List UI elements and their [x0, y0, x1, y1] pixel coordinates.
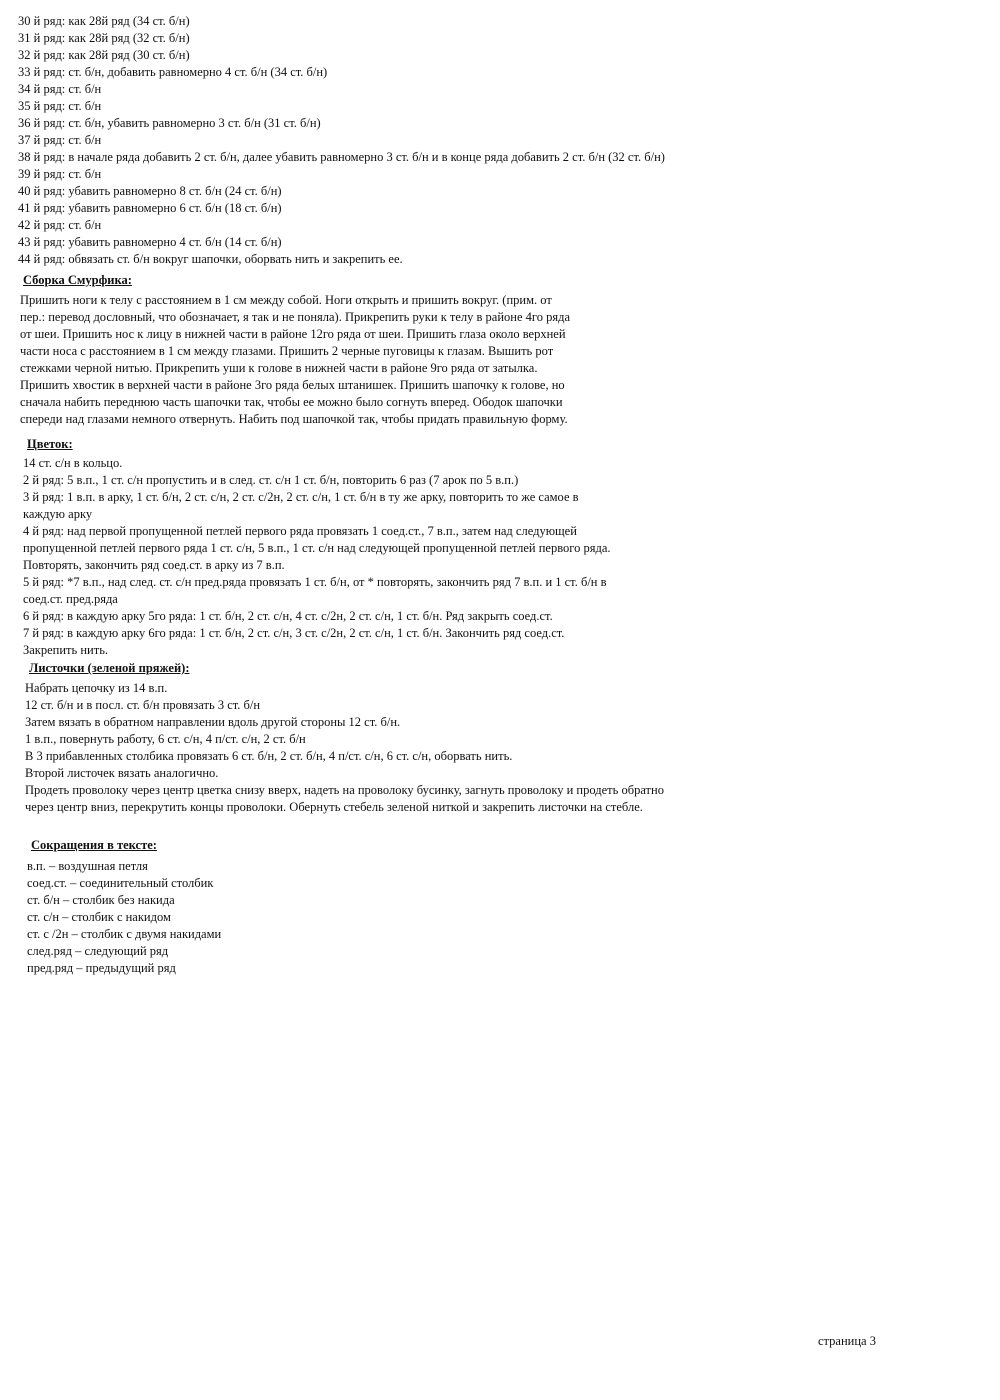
flower-line: 3 й ряд: 1 в.п. в арку, 1 ст. б/н, 2 ст. с/н, 2 ст. с/2н, 2 ст. с/н, 1 ст. б/н в ту же арку, повторить то же самое в [23, 490, 579, 504]
row-line: 41 й ряд: убавить равномерно 6 ст. б/н (18 ст. б/н) [18, 201, 282, 215]
flower-line: пропущенной петлей первого ряда 1 ст. с/н, 5 в.п., 1 ст. с/н над следующей пропущенной петлей первого ряда. [23, 541, 611, 555]
flower-line: 6 й ряд: в каждую арку 5го ряда: 1 ст. б/н, 2 ст. с/н, 4 ст. с/2н, 2 ст. с/н, 1 ст. б/н. Ряд закрыть соед.ст. [23, 609, 553, 623]
page-number: страница 3 [818, 1334, 876, 1348]
assembly-line: спереди над глазами немного отвернуть. Набить под шапочкой так, чтобы придать правильную форму. [20, 412, 568, 426]
row-line: 31 й ряд: как 28й ряд (32 ст. б/н) [18, 31, 190, 45]
flower-line: Повторять, закончить ряд соед.ст. в арку из 7 в.п. [23, 558, 285, 572]
leaves-line: Второй листочек вязать аналогично. [25, 766, 219, 780]
abbreviations-text [27, 858, 221, 977]
assembly-heading: Сборка Смурфика: [23, 273, 132, 287]
row-line: 43 й ряд: убавить равномерно 4 ст. б/н (14 ст. б/н) [18, 235, 282, 249]
row-line: 39 й ряд: ст. б/н [18, 167, 102, 181]
leaves-line: Продеть проволоку через центр цветка снизу вверх, надеть на проволоку бусинку, загнуть проволоку и продеть обратно [25, 783, 664, 797]
leaves-text [25, 680, 664, 816]
row-line: 33 й ряд: ст. б/н, добавить равномерно 4 ст. б/н (34 ст. б/н) [18, 65, 328, 79]
leaves-heading: Листочки (зеленой пряжей): [29, 661, 190, 675]
row-line: 34 й ряд: ст. б/н [18, 82, 102, 96]
flower-line: 2 й ряд: 5 в.п., 1 ст. с/н пропустить и в след. ст. с/н 1 ст. б/н, повторить 6 раз (7 арок по 5 в.п.) [23, 473, 519, 487]
leaves-line: Набрать цепочку из 14 в.п. [25, 681, 168, 695]
assembly-line: пер.: перевод дословный, что обозначает, я так и не поняла). Прикрепить руки к телу в районе 4го ряда [20, 310, 570, 324]
rows-block [18, 13, 665, 268]
assembly-line: стежками черной нитью. Прикрепить уши к голове в нижней части в районе 9го ряда от затылка. [20, 361, 538, 375]
assembly-line: Пришить хвостик в верхней части в районе 3го ряда белых штанишек. Пришить шапочку к голове, но [20, 378, 565, 392]
abbreviation-line: ст. с/н – столбик с накидом [27, 910, 171, 924]
assembly-line: Пришить ноги к телу с расстоянием в 1 см между собой. Ноги открыть и пришить вокруг. (прим. от [20, 293, 552, 307]
row-line: 30 й ряд: как 28й ряд (34 ст. б/н) [18, 14, 190, 28]
leaves-line: В 3 прибавленных столбика провязать 6 ст. б/н, 2 ст. б/н, 4 п/ст. с/н, 6 ст. с/н, оборвать нить. [25, 749, 513, 763]
row-line: 36 й ряд: ст. б/н, убавить равномерно 3 ст. б/н (31 ст. б/н) [18, 116, 321, 130]
abbreviation-line: пред.ряд – предыдущий ряд [27, 961, 176, 975]
abbreviation-line: ст. с /2н – столбик с двумя накидами [27, 927, 222, 941]
abbreviations-heading: Сокращения в тексте: [31, 838, 157, 852]
leaves-line: 1 в.п., повернуть работу, 6 ст. с/н, 4 п/ст. с/н, 2 ст. б/н [25, 732, 306, 746]
abbreviation-line: ст. б/н – столбик без накида [27, 893, 175, 907]
assembly-line: сначала набить переднюю часть шапочки так, чтобы ее можно было согнуть вперед. Ободок шапочки [20, 395, 563, 409]
flower-line: соед.ст. пред.ряда [23, 592, 118, 606]
flower-line: Закрепить нить. [23, 643, 109, 657]
row-line: 37 й ряд: ст. б/н [18, 133, 102, 147]
leaves-line: через центр вниз, перекрутить концы проволоки. Обернуть стебель зеленой ниткой и закрепить листочки на стебле. [25, 800, 643, 814]
flower-line: каждую арку [23, 507, 93, 521]
abbreviation-line: соед.ст. – соединительный столбик [27, 876, 214, 890]
row-line: 32 й ряд: как 28й ряд (30 ст. б/н) [18, 48, 190, 62]
flower-line: 7 й ряд: в каждую арку 6го ряда: 1 ст. б/н, 2 ст. с/н, 3 ст. с/2н, 2 ст. с/н, 1 ст. б/н. Закончить ряд соед.ст. [23, 626, 565, 640]
row-line: 35 й ряд: ст. б/н [18, 99, 102, 113]
assembly-line: части носа с расстоянием в 1 см между глазами. Пришить 2 черные пуговицы к глазам. Вышить рот [20, 344, 554, 358]
row-line: 40 й ряд: убавить равномерно 8 ст. б/н (24 ст. б/н) [18, 184, 282, 198]
flower-line: 5 й ряд: *7 в.п., над след. ст. с/н пред.ряда провязать 1 ст. б/н, от * повторять, закончить ряд 7 в.п. и 1 ст. б/н в [23, 575, 607, 589]
flower-line: 14 ст. с/н в кольцо. [23, 456, 123, 470]
flower-text [23, 455, 611, 659]
assembly-text [20, 292, 570, 428]
row-line: 42 й ряд: ст. б/н [18, 218, 102, 232]
assembly-line: от шеи. Пришить нос к лицу в нижней части в районе 12го ряда от шеи. Пришить глаза около верхней [20, 327, 566, 341]
leaves-line: Затем вязать в обратном направлении вдоль другой стороны 12 ст. б/н. [25, 715, 401, 729]
leaves-line: 12 ст. б/н и в посл. ст. б/н провязать 3 ст. б/н [25, 698, 261, 712]
abbreviation-line: в.п. – воздушная петля [27, 859, 148, 873]
flower-heading: Цветок: [27, 437, 73, 451]
abbreviation-line: след.ряд – следующий ряд [27, 944, 169, 958]
row-line: 44 й ряд: обвязать ст. б/н вокруг шапочки, оборвать нить и закрепить ее. [18, 252, 403, 266]
flower-line: 4 й ряд: над первой пропущенной петлей первого ряда провязать 1 соед.ст., 7 в.п., затем над следующей [23, 524, 577, 538]
row-line: 38 й ряд: в начале ряда добавить 2 ст. б/н, далее убавить равномерно 3 ст. б/н и в конце ряда добавить 2 ст. б/н (32 ст. б/н) [18, 150, 665, 164]
